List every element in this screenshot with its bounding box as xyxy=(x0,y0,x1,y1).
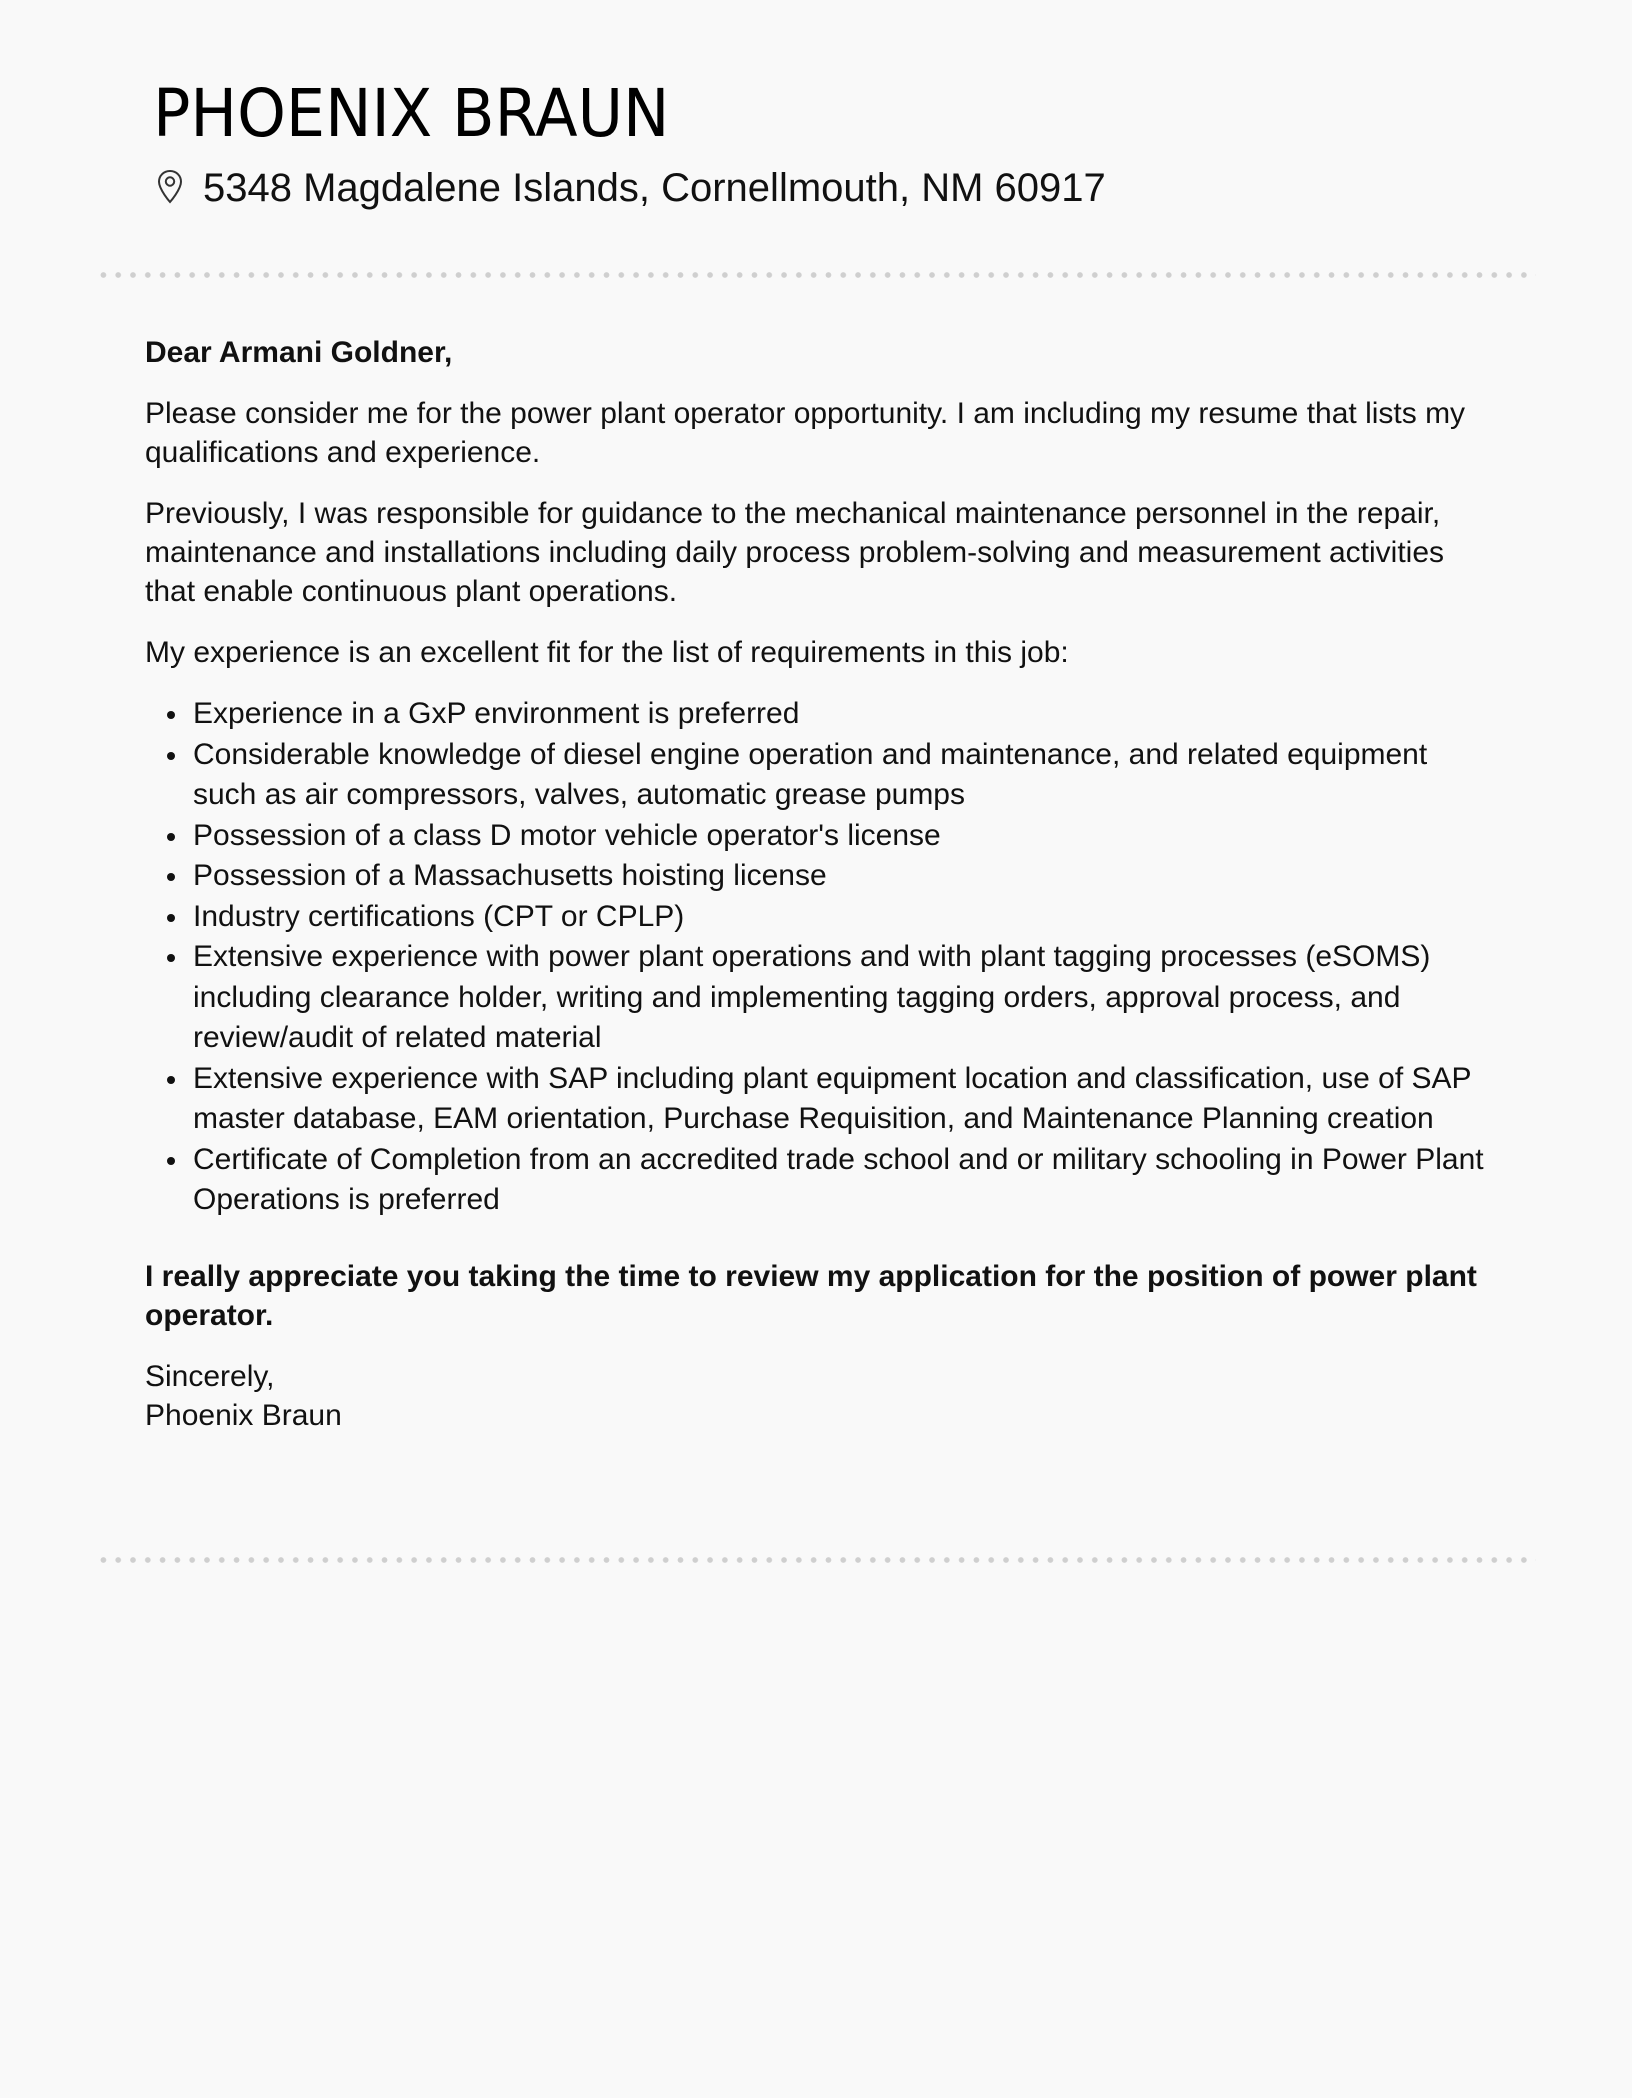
requirement-item: Certificate of Completion from an accredited trade school and or military schooling in Power Plant Operations is preferred xyxy=(193,1140,1495,1221)
signature-name: Phoenix Braun xyxy=(145,1398,342,1432)
letter-body xyxy=(145,333,1495,1457)
experience-paragraph: Previously, I was responsible for guidance to the mechanical maintenance personnel in the repair, maintenance and installations including daily process problem-solving and measurement activities that enable continuous plant operations. xyxy=(145,497,1445,608)
closing-paragraph: I really appreciate you taking the time to review my application for the position of power plant operator. xyxy=(145,1259,1477,1332)
requirements-list xyxy=(145,694,1495,1221)
requirement-item: Experience in a GxP environment is preferred xyxy=(193,694,1495,735)
requirement-item: Extensive experience with SAP including plant equipment location and classification, use of SAP master database, EAM orientation, Purchase Requisition, and Maintenance Planning creation xyxy=(193,1059,1495,1140)
signoff-text: Sincerely, xyxy=(145,1359,275,1393)
requirements-intro: My experience is an excellent fit for the list of requirements in this job: xyxy=(145,636,1069,669)
requirement-item: Possession of a class D motor vehicle operator's license xyxy=(193,816,1495,857)
signoff-block xyxy=(145,1357,1495,1435)
intro-paragraph: Please consider me for the power plant operator opportunity. I am including my resume that lists my qualifications and experience. xyxy=(145,397,1466,469)
requirement-item: Industry certifications (CPT or CPLP) xyxy=(193,897,1495,938)
bottom-dotted-divider xyxy=(96,1556,1536,1564)
requirement-item: Possession of a Massachusetts hoisting license xyxy=(193,856,1495,897)
address-line xyxy=(155,164,1106,212)
requirement-item: Extensive experience with power plant operations and with plant tagging processes (eSOMS) including clearance holder, writing and implementing tagging orders, approval process, and review/audit of related material xyxy=(193,937,1495,1059)
location-pin-icon xyxy=(155,168,185,208)
applicant-name: PHOENIX BRAUN xyxy=(153,75,670,152)
address-text: 5348 Magdalene Islands, Cornellmouth, NM 60917 xyxy=(203,166,1106,210)
top-dotted-divider xyxy=(96,271,1536,279)
requirement-item: Considerable knowledge of diesel engine operation and maintenance, and related equipment such as air compressors, valves, automatic grease pumps xyxy=(193,735,1495,816)
salutation: Dear Armani Goldner, xyxy=(145,336,453,369)
